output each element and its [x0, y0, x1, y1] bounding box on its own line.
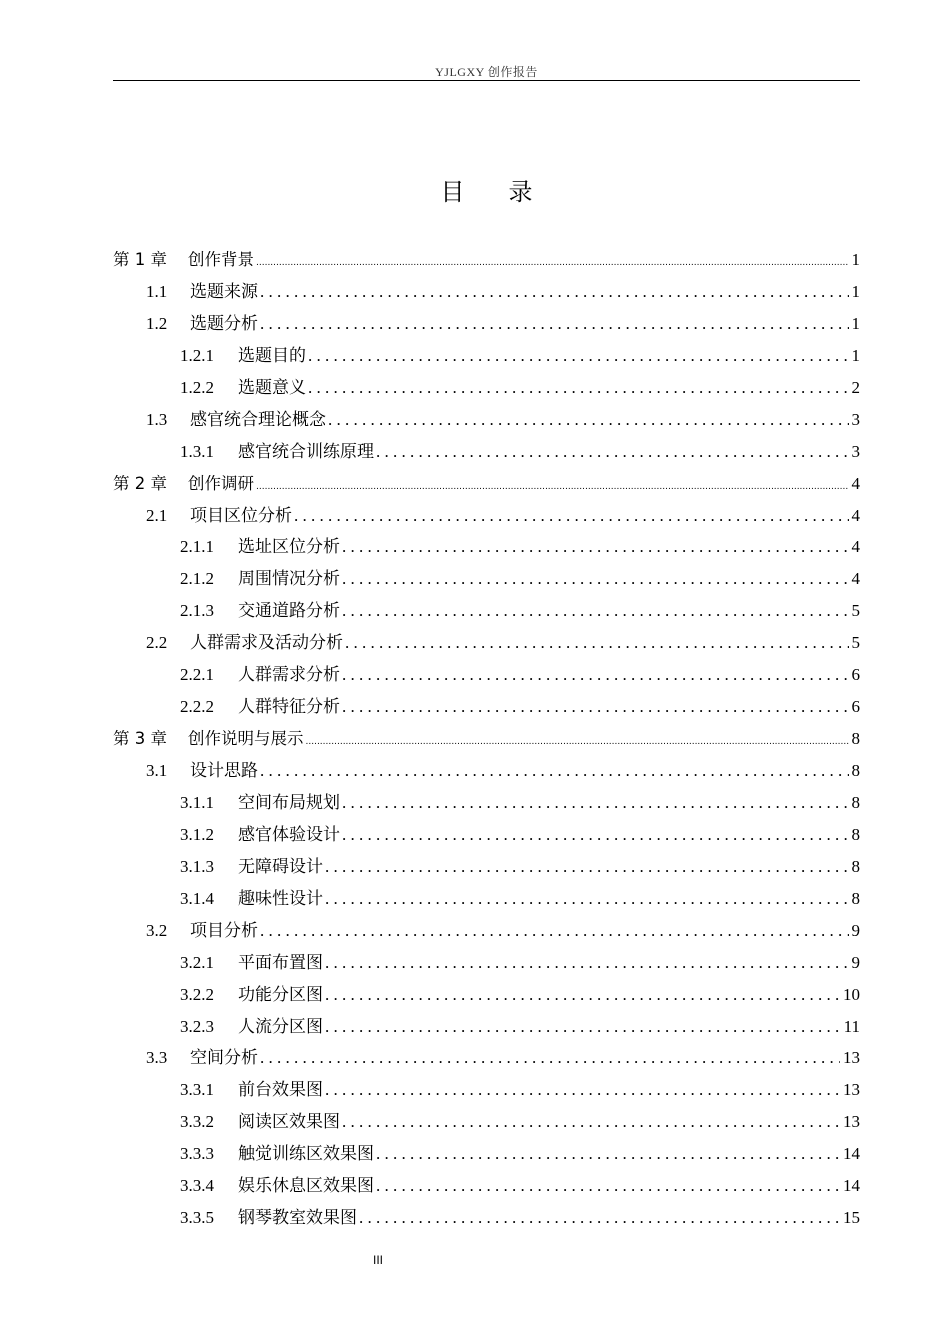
toc-entry-number: 3.3 — [146, 1048, 168, 1068]
toc-leader-dots — [260, 915, 849, 947]
toc-leader-dots — [342, 659, 849, 691]
toc-entry-number: 3.3.4 — [180, 1176, 214, 1196]
toc-entry-number: 2.1.3 — [180, 601, 214, 621]
toc-entry[interactable] — [113, 851, 860, 883]
toc-entry-number: 2.1.2 — [180, 569, 214, 589]
toc-entry[interactable] — [113, 915, 860, 947]
toc-entry-page: 5 — [851, 601, 860, 621]
toc-entry-number: 3.3.3 — [180, 1144, 214, 1164]
toc-leader-dots — [308, 372, 849, 404]
toc-entry-number: 3.1.1 — [180, 792, 214, 812]
toc-entry-title: 周围情况分析 — [238, 569, 340, 589]
toc-entry-page: 1 — [851, 281, 860, 301]
toc-entry[interactable] — [113, 500, 860, 532]
toc-entry-title: 空间分析 — [190, 1048, 258, 1068]
toc-entry-title: 创作说明与展示 — [188, 729, 304, 749]
toc-entry-page: 4 — [851, 505, 860, 525]
toc-leader-dots — [342, 819, 849, 851]
toc-entry-title: 项目分析 — [190, 920, 258, 940]
toc-entry-number: 1.1 — [146, 281, 168, 301]
toc-entry-title: 平面布置图 — [238, 952, 323, 972]
toc-leader-dots — [342, 531, 849, 563]
toc-entry-page: 8 — [851, 856, 860, 876]
toc-entry-title: 触觉训练区效果图 — [238, 1144, 374, 1164]
toc-entry-title: 人流分区图 — [238, 1016, 323, 1036]
toc-entry-title: 感官统合理论概念 — [190, 409, 326, 429]
toc-entry-title: 趣味性设计 — [238, 888, 323, 908]
toc-leader-dots — [325, 883, 849, 915]
toc-entry-page: 3 — [851, 409, 860, 429]
toc-entry[interactable] — [113, 691, 860, 723]
page-number: III — [372, 1253, 383, 1267]
toc-entry-number: 1.2.2 — [180, 377, 214, 397]
toc-entry-title: 阅读区效果图 — [238, 1112, 340, 1132]
toc-entry-number: 1.2 — [146, 313, 168, 333]
toc-entry[interactable] — [113, 787, 860, 819]
toc-entry-page: 13 — [843, 1080, 860, 1100]
toc-entry[interactable] — [113, 436, 860, 468]
toc-entry-title: 人群需求分析 — [238, 665, 340, 685]
toc-entry-page: 4 — [851, 473, 860, 493]
toc-leader-dots — [294, 500, 849, 532]
toc-entry-title: 无障碍设计 — [238, 856, 323, 876]
toc-entry-number: 3.1.2 — [180, 824, 214, 844]
toc-entry[interactable] — [113, 755, 860, 787]
toc-leader-dots — [359, 1202, 840, 1234]
toc-entry[interactable] — [113, 468, 860, 500]
toc-entry[interactable] — [113, 244, 860, 276]
toc-entry-title: 选题意义 — [238, 377, 306, 397]
toc-entry[interactable] — [113, 1011, 860, 1043]
toc-entry-page: 15 — [843, 1208, 860, 1228]
toc-leader-dots — [260, 1042, 840, 1074]
toc-entry[interactable] — [113, 1106, 860, 1138]
toc-entry[interactable] — [113, 308, 860, 340]
toc-entry[interactable] — [113, 947, 860, 979]
table-of-contents — [113, 244, 860, 1234]
toc-entry[interactable] — [113, 404, 860, 436]
toc-entry-number: 3.2.2 — [180, 984, 214, 1004]
toc-entry[interactable] — [113, 1074, 860, 1106]
toc-entry-page: 6 — [851, 665, 860, 685]
toc-entry[interactable] — [113, 276, 860, 308]
toc-entry-page: 6 — [851, 697, 860, 717]
toc-entry-number: 第 1 章 — [113, 250, 167, 269]
toc-leader-dots — [308, 340, 849, 372]
toc-entry-number: 3.1.4 — [180, 888, 214, 908]
toc-title: 目录 — [440, 180, 577, 206]
toc-leader-dots — [342, 691, 849, 723]
toc-entry-page: 14 — [843, 1144, 860, 1164]
toc-entry-title: 选题来源 — [190, 281, 258, 301]
toc-entry-title: 感官统合训练原理 — [238, 441, 374, 461]
toc-entry[interactable] — [113, 1170, 860, 1202]
toc-leader-dots — [325, 1011, 841, 1043]
toc-entry-page: 2 — [851, 377, 860, 397]
toc-entry-page: 13 — [843, 1112, 860, 1132]
toc-entry-number: 第 2 章 — [113, 473, 167, 493]
toc-entry-title: 创作背景 — [188, 250, 254, 269]
toc-leader-dots — [342, 787, 849, 819]
toc-leader-dots — [342, 1106, 840, 1138]
toc-entry-number: 3.2.1 — [180, 952, 214, 972]
toc-leader-dots — [325, 979, 840, 1011]
toc-entry[interactable] — [113, 531, 860, 563]
toc-entry-number: 2.2.1 — [180, 665, 214, 685]
toc-entry-title: 娱乐休息区效果图 — [238, 1176, 374, 1196]
toc-entry-number: 3.2 — [146, 920, 168, 940]
toc-entry-number: 3.2.3 — [180, 1016, 214, 1036]
toc-entry-page: 8 — [851, 792, 860, 812]
toc-entry-page: 1 — [851, 345, 860, 365]
toc-entry[interactable] — [113, 340, 860, 372]
toc-entry[interactable] — [113, 979, 860, 1011]
toc-entry-number: 2.2.2 — [180, 697, 214, 717]
toc-entry-title: 选题分析 — [190, 313, 258, 333]
toc-entry-number: 1.3 — [146, 409, 168, 429]
toc-entry-title: 设计思路 — [190, 761, 258, 780]
toc-leader-dots — [376, 1138, 840, 1170]
toc-leader-dots — [376, 436, 849, 468]
toc-entry-page: 4 — [851, 569, 860, 589]
toc-entry-title: 人群需求及活动分析 — [190, 633, 343, 653]
toc-entry[interactable] — [113, 372, 860, 404]
toc-entry-number: 3.1 — [146, 761, 168, 780]
toc-leader-dots — [260, 308, 849, 340]
toc-entry-title: 交通道路分析 — [238, 601, 340, 621]
toc-entry-page: 4 — [851, 537, 860, 557]
toc-entry[interactable] — [113, 819, 860, 851]
toc-leader-dots — [325, 851, 849, 883]
toc-leader-dots — [328, 404, 849, 436]
toc-entry-page: 9 — [851, 920, 860, 940]
toc-entry-page: 8 — [851, 888, 860, 908]
toc-leader-dots — [325, 1074, 840, 1106]
toc-leader-dots — [342, 595, 849, 627]
toc-entry-page: 3 — [851, 441, 860, 461]
toc-leader-dots — [345, 627, 849, 659]
toc-entry-number: 3.3.2 — [180, 1112, 214, 1132]
toc-entry-page: 11 — [843, 1016, 860, 1036]
toc-entry[interactable] — [113, 1042, 860, 1074]
toc-entry-number: 3.3.5 — [180, 1208, 214, 1228]
toc-entry-title: 空间布局规划 — [238, 792, 340, 812]
toc-entry-page: 8 — [851, 761, 860, 780]
toc-leader-dots — [376, 1170, 840, 1202]
toc-entry-number: 2.1 — [146, 505, 168, 525]
toc-entry-page: 5 — [851, 633, 860, 653]
toc-entry-number: 3.3.1 — [180, 1080, 214, 1100]
toc-leader-dots — [260, 755, 849, 787]
toc-entry-title: 前台效果图 — [238, 1080, 323, 1100]
toc-entry[interactable] — [113, 595, 860, 627]
toc-entry-page: 14 — [843, 1176, 860, 1196]
toc-entry-number: 2.2 — [146, 633, 168, 653]
toc-entry-number: 2.1.1 — [180, 537, 214, 557]
toc-leader-dots — [342, 563, 849, 595]
toc-entry-title: 功能分区图 — [238, 984, 323, 1004]
toc-entry-title: 选题目的 — [238, 345, 306, 365]
toc-entry-page: 9 — [851, 952, 860, 972]
toc-entry-number: 3.1.3 — [180, 856, 214, 876]
toc-leader-dots — [260, 276, 849, 308]
toc-entry[interactable] — [113, 883, 860, 915]
toc-entry[interactable] — [113, 1202, 860, 1234]
toc-entry-page: 8 — [851, 824, 860, 844]
toc-entry-page: 8 — [851, 729, 860, 749]
toc-entry[interactable] — [113, 723, 860, 755]
toc-entry-title: 选址区位分析 — [238, 537, 340, 557]
toc-entry-number: 1.2.1 — [180, 345, 214, 365]
toc-entry-page: 13 — [843, 1048, 860, 1068]
toc-entry[interactable] — [113, 627, 860, 659]
toc-entry-page: 1 — [851, 313, 860, 333]
toc-entry[interactable] — [113, 1138, 860, 1170]
toc-leader-dots — [325, 947, 849, 979]
toc-entry-title: 感官体验设计 — [238, 824, 340, 844]
toc-entry-title: 创作调研 — [188, 473, 254, 493]
toc-entry-number: 第 3 章 — [113, 729, 167, 749]
toc-entry[interactable] — [113, 563, 860, 595]
toc-entry[interactable] — [113, 659, 860, 691]
toc-entry-title: 项目区位分析 — [190, 505, 292, 525]
toc-entry-number: 1.3.1 — [180, 441, 214, 461]
toc-entry-page: 10 — [843, 984, 860, 1004]
running-header: YJLGXY 创作报告 — [435, 65, 538, 79]
toc-entry-title: 钢琴教室效果图 — [238, 1208, 357, 1228]
header-rule — [113, 80, 860, 81]
toc-entry-page: 1 — [851, 250, 860, 269]
toc-entry-title: 人群特征分析 — [238, 697, 340, 717]
